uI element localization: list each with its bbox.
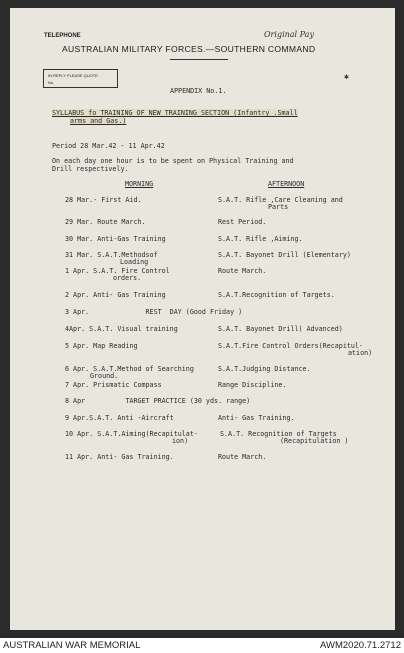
row-afternoon: Route March. <box>218 267 267 275</box>
telephone-label: TELEPHONE <box>44 33 81 39</box>
row-morning: 6 Apr. S.A.T.Method of Searching <box>65 365 194 373</box>
footer-institution: AUSTRALIAN WAR MEMORIAL <box>3 640 141 651</box>
row-afternoon-cont: Parts <box>268 203 289 211</box>
row-morning: 7 Apr. Prismatic Compass <box>65 381 162 389</box>
row-morning: 1 Apr. S.A.T. Fire Control <box>65 267 170 275</box>
row-afternoon: S.A.T.Recognition of Targets. <box>218 291 335 299</box>
row-afternoon-cont: ation) <box>348 349 373 357</box>
archive-footer <box>0 638 404 653</box>
row-morning-cont: orders. <box>113 274 142 282</box>
period-line: Period 28 Mar.42 - 11 Apr.42 <box>52 142 165 150</box>
row-afternoon: S.A.T.Judging Distance. <box>218 365 311 373</box>
column-heading-morning: MORNING <box>125 180 154 188</box>
row-morning: 9 Apr.S.A.T. Anti -Aircraft <box>65 414 174 422</box>
appendix-heading: APPENDIX No.1. <box>170 87 227 95</box>
rest-day-row: 3 Apr. REST DAY (Good Friday ) <box>65 308 243 316</box>
row-afternoon: Rest Period. <box>218 218 267 226</box>
row-morning-cont: ion) <box>172 437 189 445</box>
row-afternoon-cont: (Recapitulation ) <box>280 437 349 445</box>
note-line1: On each day one hour is to be spent on Physical Training and <box>52 157 294 165</box>
quote-box-line2: No. <box>48 80 55 85</box>
quote-box-line1: IN REPLY PLEASE QUOTE <box>48 73 98 78</box>
row-morning-cont: Loading <box>120 258 149 266</box>
row-morning: 10 Apr. S.A.T.Aiming(Recapitulat- <box>65 430 198 438</box>
row-afternoon: Anti- Gas Training. <box>218 414 295 422</box>
row-afternoon: S.A.T. Rifle ,Care Cleaning and <box>218 196 343 204</box>
syllabus-title-line2: arms and Gas.) <box>70 117 127 125</box>
row-morning: 28 Mar.- First Aid. <box>65 196 142 204</box>
row-afternoon: S.A.T. Recognition of Targets <box>220 430 337 438</box>
row-morning: 31 Mar. S.A.T.Methodsof <box>65 251 158 259</box>
punch-mark: ✱ <box>344 72 349 81</box>
target-practice-row: 8 Apr TARGET PRACTICE (30 yds. range) <box>65 397 251 405</box>
row-morning: 11 Apr. Anti- Gas Training. <box>65 453 174 461</box>
row-morning-cont: Ground. <box>90 372 119 380</box>
row-afternoon: Range Discipline. <box>218 381 287 389</box>
row-afternoon: S.A.T. Bayonet Drill( Advanced) <box>218 325 343 333</box>
row-afternoon: Route March. <box>218 453 267 461</box>
row-morning: 29 Mar. Route March. <box>65 218 146 226</box>
document-page <box>10 8 395 630</box>
footer-accession-number: AWM2020.71.2712 <box>320 640 401 651</box>
original-handwritten-note: Original Pay <box>264 30 314 39</box>
syllabus-title-line1: SYLLABUS fo TRAINING OF NEW TRAINING SECTION (Infantry .Small <box>52 109 298 117</box>
row-afternoon: S.A.T.Fire Control Orders(Recapitul- <box>218 342 363 350</box>
row-morning: 30 Mar. Anti-Gas Training <box>65 235 166 243</box>
column-heading-afternoon: AFTERNOON <box>268 180 305 188</box>
row-morning: 4Apr. S.A.T. Visual training <box>65 325 178 333</box>
reply-quote-box <box>43 69 118 88</box>
letterhead-title: AUSTRALIAN MILITARY FORCES.—SOUTHERN COMMAND <box>62 44 316 54</box>
row-morning: 2 Apr. Anti- Gas Training <box>65 291 166 299</box>
letterhead-rule <box>170 59 228 60</box>
row-morning: 5 Apr. Map Reading <box>65 342 138 350</box>
row-afternoon: S.A.T. Rifle ,Aiming. <box>218 235 303 243</box>
note-line2: Drill respectively. <box>52 165 129 173</box>
row-afternoon: S.A.T. Bayonet Drill (Elementary) <box>218 251 351 259</box>
